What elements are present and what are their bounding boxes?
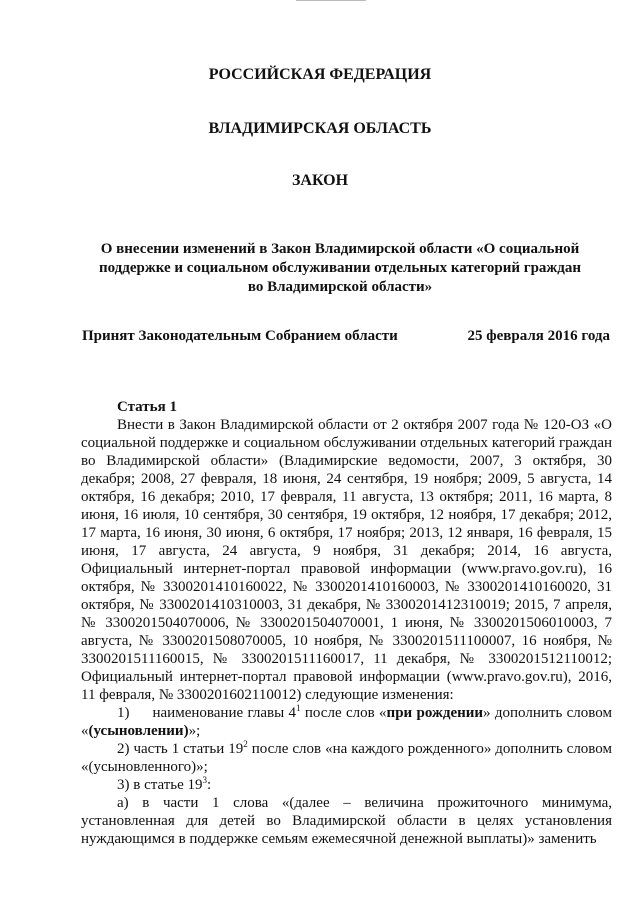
- law-title-line: поддержке и социальном обслуживании отдельных категорий граждан: [98, 260, 582, 276]
- law-title: [60, 240, 620, 297]
- law-title-line: во Владимирской области»: [247, 279, 433, 295]
- document-body: [81, 398, 612, 848]
- scan-top-edge: [296, 0, 366, 1]
- bold-phrase: при рождении: [386, 705, 484, 721]
- law-title-line: О внесении изменений в Закон Владимирской области «О социальной: [100, 241, 580, 257]
- federation-heading: РОССИЙСКАЯ ФЕДЕРАЦИЯ: [208, 66, 432, 83]
- article-intro-paragraph: Внести в Закон Владимирской области от 2 октября 2007 года № 120-ОЗ «О социальной поддержке и социальном обслуживании отдельных категорий граждан во Владимирской области» (Владимирские ведомости, 2007, 3 октября, 30 декабря; 2008, 27 февраля, 18 июня, 24 сентября, 19 ноября; 2009, 5 августа, 14 октября, 16 декабря; 2010, 17 февраля, 11 августа, 13 октября; 2011, 16 марта, 8 июня, 16 июля, 10 сентября, 30 сентября, 19 октября, 12 ноября, 17 декабря; 2012, 17 марта, 16 июня, 30 июня, 6 октября, 17 ноября; 2013, 12 января, 16 февраля, 15 июня, 17 августа, 24 августа, 9 ноября, 31 декабря; 2014, 16 августа, Официальный интернет-портал правовой информации (www.pravo.gov.ru), 16 октября, № 3300201410160022, № 3300201410160003, № 3300201410160020, 31 октября, № 3300201410310003, 31 декабря, № 3300201412310019; 2015, 7 апреля, № 3300201504070006, № 3300201504070001, 1 июня, № 3300201506010003, 7 августа, № 3300201508070005, 10 ноября, № 3300201511100007, 16 ноября, № 3300201511160015, № 3300201511160017, 11 декабря, № 3300201512110012; Официальный интернет-портал правовой информации (www.pravo.gov.ru), 2016, 11 февраля, № 3300201602110012) следующие изменения:: [81, 417, 612, 703]
- item-1-number: 1): [117, 705, 130, 721]
- item-3a-paragraph: а) в части 1 слова «(далее – величина прожиточного минимума, установленная для детей во Владимирской области в целях установления нуждающимся в поддержке семьям ежемесячной денежной выплаты)» заменить: [81, 795, 612, 847]
- adoption-line: [82, 328, 610, 345]
- item-1-paragraph: 1) наименование главы $4^1$ после слов «при рождении» дополнить словом «(усыновлении)»;: [81, 703, 612, 739]
- adoption-date: 25 февраля 2016 года: [467, 328, 610, 344]
- item-2-paragraph: 2) часть 1 статьи $19^2$ после слов «на каждого рожденного» дополнить словом «(усыновленного)»;: [81, 739, 612, 775]
- article-heading: Статья 1: [117, 399, 177, 415]
- adoption-label: Принят Законодательным Собранием области: [82, 328, 398, 344]
- region-heading: ВЛАДИМИРСКАЯ ОБЛАСТЬ: [208, 120, 432, 137]
- item-3-paragraph: 3) в статье $19^3$:: [117, 775, 212, 793]
- doc-type-heading: ЗАКОН: [291, 172, 349, 189]
- bold-phrase: (усыновлении): [88, 723, 189, 739]
